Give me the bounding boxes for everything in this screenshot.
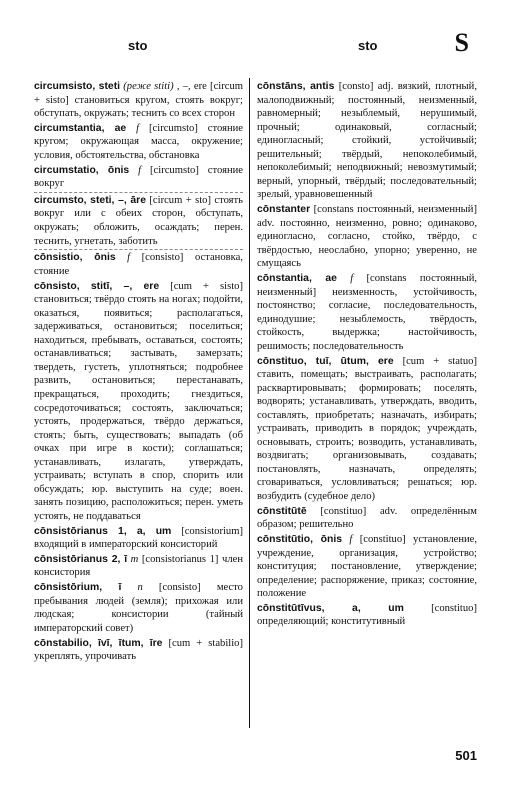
entry-definition: [circumsto] стояние вокруг	[34, 164, 243, 190]
entry-definition: [consisto] остановка, стояние	[34, 252, 243, 277]
dictionary-entry	[257, 80, 477, 202]
running-head-right: sto	[358, 38, 378, 53]
entry-definition: [constans постоянный, неизменный] adv. постоянно, неизменно, ровно; одинаково, единогласно, согласно, стойко, твёрдо, с твёрдостью, неослабно, упорно; уверенно, не смущаясь	[257, 204, 478, 270]
section-letter: S	[454, 28, 469, 57]
entry-grammar: f	[136, 122, 140, 134]
dictionary-entry	[34, 280, 243, 524]
entry-definition: [circumsto] стояние кругом; окружающая масса, окружение; условия, обстоятельства, обстановка	[34, 122, 243, 161]
entry-headword: cōnstitūtio, ōnis	[257, 533, 342, 545]
right-column	[257, 80, 477, 630]
dictionary-entry	[34, 637, 243, 664]
dictionary-entry	[34, 525, 243, 552]
entry-headword: circumsisto, steti	[34, 81, 121, 92]
dictionary-entry	[257, 355, 477, 504]
entry-headword: cōnsisto, stitī, –, ere	[34, 280, 160, 292]
entry-grammar: f	[138, 164, 142, 176]
entry-definition: [cum + sisto] становиться; твёрдо стоять на ногах; подойти, оказаться, появиться; располагаться, задерживаться, остановиться; поселиться; находиться, пребывать, оставаться, состоять; останавливаться; застывать, замерзать; твердеть, густеть, уплотняться; подробнее развить, остановиться; перестанавать, прекращаться, проходить; гнездиться, сосредоточиваться; состоять, заключаться; устоять, продержаться, твёрдо держаться, стоять; быть, существовать; выпадать (об очках при игре в кости); соглашаться; устанавливать, излагать, утверждать, устраивать; вступать в спор, спорить или обсуждать; юр. выступить на суде; воен. занять позицию, расположиться; перен. уметь устоять, не поддаваться	[34, 280, 243, 522]
entry-definition: [consto] adj. вязкий, плотный, малоподвижный; постоянный, неизменный, равномерный; незыблемый, нерушимый, прочный; одинаковый, согласный; единогласный; стойкий, устойчивый; решительный; твёрдый, непоколебимый, непоколебимый; неподвижный; невозмутимый; верный, упорный, твёрдый; последовательный; зрелый, уравновешенный	[257, 81, 477, 201]
entry-definition: [constans постоянный, неизменный] неизменность, устойчивость, постоянство; согласие, последовательность, единодушие; незыблемость, твёрдость, стойкость, выдержка; настойчивость, решимость; последовательность	[257, 273, 478, 352]
dictionary-entry	[34, 122, 243, 163]
dictionary-entry	[257, 203, 477, 271]
entry-headword: cōnstitūtē	[257, 505, 307, 517]
entry-headword: cōnstāns, antis	[257, 81, 335, 92]
dictionary-entry	[34, 251, 243, 278]
entry-grammar: f	[350, 273, 354, 285]
entry-headword: cōnstituo, tuī, ūtum, ere	[257, 355, 394, 367]
entry-definition: [constituo] определяющий; конститутивный	[257, 602, 477, 628]
entry-grammar: (реже stiti)	[123, 81, 174, 92]
entry-definition: [constituo] установление, учреждение, организация, устройство; конституция; постановление, утверждение; определение; распоряжение, приказ; состояние, положение	[257, 533, 478, 600]
dictionary-entry	[34, 192, 243, 250]
left-column	[34, 80, 243, 665]
entry-definition: [constituo] adv. определённым образом; решительно	[257, 505, 477, 531]
entry-headword: cōnsistio, ōnis	[34, 252, 116, 264]
entry-headword: cōnsistōrianus 1, a, um	[34, 525, 172, 537]
entry-grammar: m	[130, 553, 139, 565]
entry-headword: cōnstanter	[257, 204, 311, 216]
running-head-left: sto	[128, 38, 148, 53]
dictionary-entry	[34, 164, 243, 191]
page-number: 501	[455, 748, 477, 763]
entry-headword: cōnstabilio, īvī, ītum, īre	[34, 637, 163, 649]
entry-definition: [consistorium] входящий в императорский консисторий	[34, 525, 243, 551]
dictionary-entry	[257, 533, 477, 601]
entry-grammar: f	[349, 533, 353, 545]
dictionary-entry	[34, 553, 243, 580]
entry-definition: , –, ere [circum + sisto] становиться кругом, стоять вокруг; обступать, окружать; теснить со всех сторон	[34, 81, 243, 120]
entry-headword: circumsto, steti, –, āre	[34, 194, 146, 206]
dictionary-entry	[257, 505, 477, 532]
entry-definition: [cum + stabilio] укреплять, упрочивать	[34, 637, 243, 663]
entry-headword: circumstatio, ōnis	[34, 164, 130, 176]
entry-headword: cōnstitūtīvus, a, um	[257, 602, 404, 614]
dictionary-entry	[34, 80, 243, 121]
dictionary-entry	[257, 272, 477, 353]
entry-definition: [circum + sto] стоять вокруг или с обеих сторон, обступать, окружать; обложить, осаждать; перен. теснить, угнетать, заботить	[34, 194, 244, 247]
entry-headword: circumstantia, ae	[34, 122, 127, 134]
entry-definition: [consistorianus 1] член консистория	[34, 553, 244, 579]
entry-definition: [consisto] место пребывания людей (земля); прихожая или людская; консистории (тайный императорский совет)	[34, 582, 243, 634]
entry-definition: [cum + statuo] ставить, помещать; выстраивать, располагать; расквартировывать; формировать; поселять, водворять; устанавливать, утверждать, вводить, составлять, приобретать; назначать, избирать; устраивать, приводить в порядок; учреждать, основывать, строить; возводить, устанавливать, воздвигать; организовывать, создавать; постановлять, назначать, определять; сговариваться, условливаться; решаться; юр. возбудить (судебное дело)	[257, 355, 478, 502]
entry-headword: cōnsistōrium, ī	[34, 582, 122, 594]
entry-grammar: n	[137, 582, 143, 594]
column-divider	[249, 78, 250, 728]
dictionary-entry	[257, 602, 477, 629]
entry-grammar: f	[127, 252, 131, 264]
dictionary-entry	[34, 581, 243, 635]
entry-headword: cōnsistōrianus 2, ī	[34, 553, 128, 565]
entry-headword: cōnstantia, ae	[257, 273, 337, 285]
